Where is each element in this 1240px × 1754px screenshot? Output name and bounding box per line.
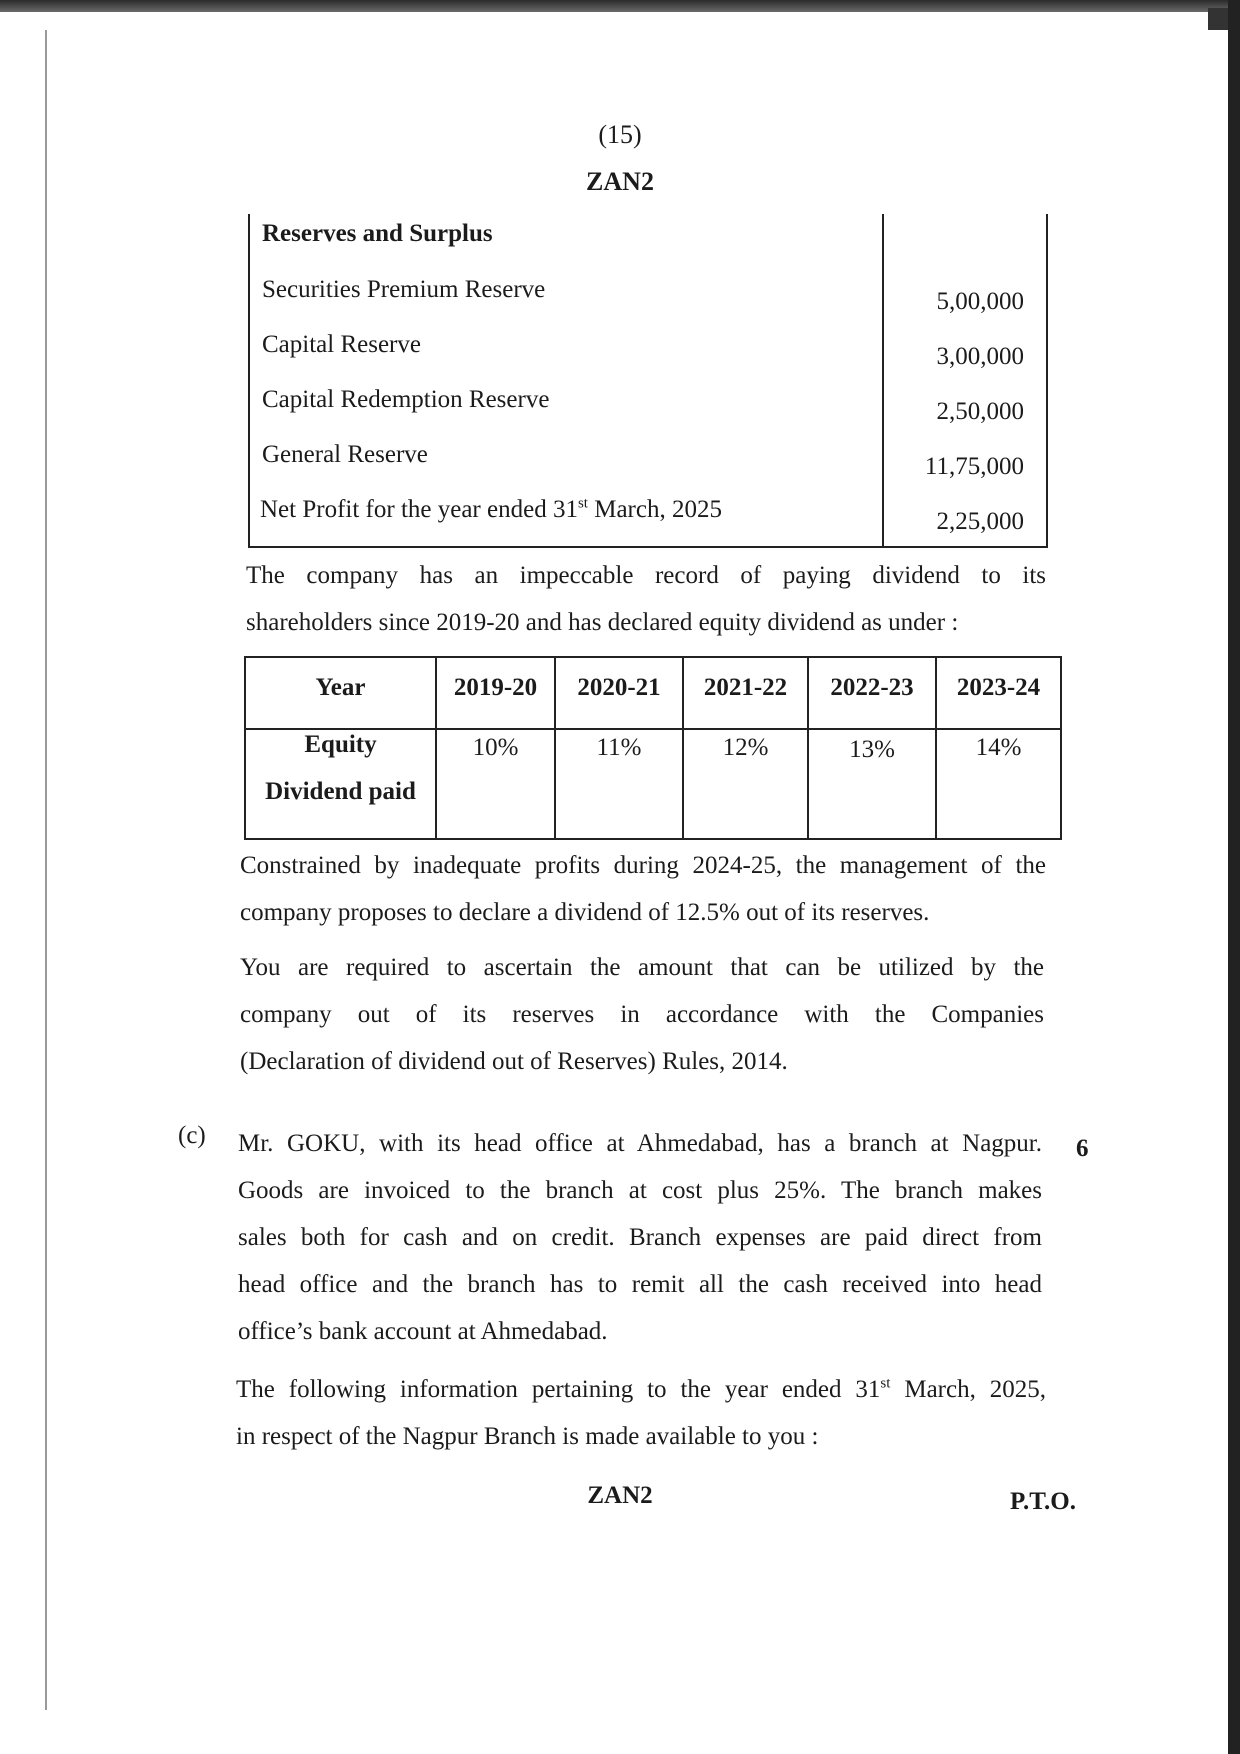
intro-paragraph [246, 552, 1046, 646]
reserve-row [248, 441, 1048, 491]
row-label-dividend-paid: Dividend paid [265, 778, 416, 805]
text-line: Goods are invoiced to the branch at cost plus 25%. The branch makes [238, 1177, 1042, 1204]
year-cell: 2023-24 [956, 674, 1041, 701]
scan-edge-right-notch [1208, 8, 1228, 30]
text-line: head office and the branch has to remit all the cash received into head [238, 1271, 1042, 1298]
question-part-label: (c) [178, 1122, 206, 1149]
reserve-amount: 2,50,000 [936, 398, 1024, 425]
question-marks: 6 [1076, 1135, 1089, 1162]
dividend-table [244, 656, 1062, 840]
text-line: sales both for cash and on credit. Branch expenses are paid direct from [238, 1224, 1042, 1251]
reserve-row [248, 386, 1048, 436]
please-turn-over: P.T.O. [1010, 1488, 1076, 1515]
year-cell: 2020-21 [577, 674, 661, 701]
reserves-heading: Reserves and Surplus [262, 220, 493, 247]
dividend-value: 11% [596, 734, 642, 761]
net-profit-row [248, 496, 1048, 546]
text-line: Constrained by inadequate profits during 2024-25, the management of the [240, 852, 1046, 879]
year-cell: 2022-23 [830, 674, 914, 701]
reserve-amount: 3,00,000 [936, 343, 1024, 370]
reserves-table [248, 214, 1048, 548]
reserve-amount: 5,00,000 [936, 288, 1024, 315]
part-c-info-paragraph [236, 1366, 1046, 1460]
scan-fold-line [45, 30, 47, 1710]
reserve-row [248, 331, 1048, 381]
reserve-label: Securities Premium Reserve [262, 276, 546, 303]
net-profit-label: Net Profit for the year ended 31st March, 2025 [260, 495, 722, 523]
text-line: company out of its reserves in accordance with the Companies [240, 1001, 1044, 1028]
dividend-value: 12% [722, 734, 769, 761]
required-paragraph [240, 944, 1044, 1085]
table-bottom-border [248, 546, 1048, 548]
text-line: shareholders since 2019-20 and has declared equity dividend as under : [246, 609, 959, 636]
year-header: Year [315, 674, 366, 701]
part-c-paragraph [238, 1120, 1042, 1355]
reserve-label: Capital Reserve [262, 331, 421, 358]
year-cell: 2019-20 [453, 674, 538, 701]
page-number: (15) [598, 120, 642, 149]
text-line: company proposes to declare a dividend of 12.5% out of its reserves. [240, 899, 930, 926]
text-line: The following information pertaining to the year ended 31st March, 2025, [236, 1375, 1046, 1403]
dividend-value: 13% [849, 736, 895, 763]
reserve-label: Capital Redemption Reserve [262, 386, 550, 413]
text-line: in respect of the Nagpur Branch is made available to you : [236, 1423, 819, 1450]
reserve-amount: 11,75,000 [924, 453, 1024, 480]
reserve-label: General Reserve [262, 441, 428, 468]
text-line: Mr. GOKU, with its head office at Ahmedabad, has a branch at Nagpur. [238, 1130, 1042, 1157]
net-profit-amount: 2,25,000 [936, 508, 1024, 535]
dividend-value: 14% [975, 734, 1022, 761]
paper-code-footer: ZAN2 [587, 1482, 653, 1509]
scan-edge-top [0, 0, 1240, 12]
text-line: The company has an impeccable record of paying dividend to its [246, 562, 1046, 589]
table-header-divider [246, 728, 1060, 730]
text-line: office’s bank account at Ahmedabad. [238, 1318, 608, 1345]
text-line: (Declaration of dividend out of Reserves) Rules, 2014. [240, 1048, 788, 1075]
year-cell: 2021-22 [703, 674, 788, 701]
paper-code-top: ZAN2 [586, 167, 654, 196]
reserve-row [248, 276, 1048, 326]
text-line: You are required to ascertain the amount that can be utilized by the [240, 954, 1044, 981]
constrained-paragraph [240, 842, 1046, 936]
dividend-value: 10% [472, 734, 519, 761]
row-label-equity: Equity [304, 731, 377, 758]
